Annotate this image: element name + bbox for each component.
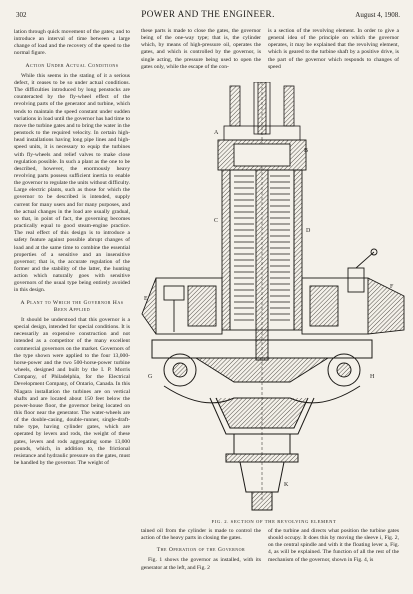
figure-caption: FIG. 2. SECTION OF THE REVOLVING ELEMENT xyxy=(211,519,337,524)
callout-label: K xyxy=(284,482,289,488)
section-heading: Action Under Actual Conditions xyxy=(25,62,119,69)
callout-label: A xyxy=(214,130,219,136)
paragraph: of the turbine and directs what position the turbine gates should occupy. It does this by moving the sleeve i, Fig. 2, on the central spindle and with it the floating lever a, Fig. 4, as will be explained. The function of all the rest of the mechanism of the governor, shown in Fig. 4, is xyxy=(268,528,399,563)
upper-housing xyxy=(218,140,309,360)
text-column-middle-bottom xyxy=(141,528,261,590)
paragraph: It should be understood that this governor is a special design, intended for special conditions. It is necessarily an expensive construction and not intended as a competitor of the many excellent commercial governors on the market. Governors of the type shown were applied to the four 13,000-horse-power and the two 500-horse-power turbine wheels, designed and built by the I. P. Morris Company, of Philadelphia, for the Electrical Development Company, of Ontario, Canada. In this Niagara installation the turbines are on vertical shafts and are located about 150 feet below the power-house floor, the governor being located on this floor near the generator. The water-wheels are of the double-casing, double-runner, single-draft-tube type, having cylinder gates, which are operated by levers and rods, the weight of these gates, levers and rods aggregating some 13,000 pounds, which, in addition to, the frictional resistance and hydraulic pressure on the gates, must be handled by the governor. The weight of xyxy=(14,316,130,467)
left-bell-crank xyxy=(142,278,222,334)
callout-label: B xyxy=(304,148,309,154)
section-drawing-figure xyxy=(134,82,410,516)
issue-date: August 4, 1908. xyxy=(355,11,400,19)
page-header xyxy=(16,9,400,21)
page-number: 302 xyxy=(16,11,27,19)
text-column-right-top xyxy=(268,28,399,76)
callout-label: G xyxy=(148,374,153,380)
paragraph: is a section of the revolving element. In order to give a general idea of the principle on which the governor operates, it may be explained that the revolving element, which is geared to the turbine shaft by a positive drive, is the part of the governor which responds to changes of speed xyxy=(268,28,399,70)
text-column-middle-top xyxy=(141,28,261,76)
callout-label: F xyxy=(390,284,394,290)
paragraph: lation through quick movement of the gates; and to introduce an interval of time between a large change of load and the recovery of the speed to the normal figure. xyxy=(14,29,130,57)
journal-title: POWER AND THE ENGINEER. xyxy=(141,9,275,19)
callout-label: H xyxy=(370,374,375,380)
text-column-left xyxy=(14,29,130,585)
paragraph: While this seems in the stating of it a serious defect, it ceases to be so under actual conditions. The difficulties introduced by long penstocks are counteracted by the fly-wheel effect of the revolving parts of the generator and turbine, which tends to maintain the speed constant under sudden variations in load until the governor has had time to move the turbine gates and to bring the water in the penstock to the required velocity. In certain high-head installations having long pipe lines and high-speed units, it is necessary to equip the turbines with fly-wheels and relief valves to make close regulation possible. In such a plant as the one to be described, however, the enormously heavy revolving parts possess sufficient inertia to enable the governor to regulate the units without difficulty. Large electric plants, such as those for which the governor to be described is intended, supply current for many users and for many purposes, and the actual changes in the load are usually gradual, so that, in point of fact, the governing becomes practically equal to good steam-engine practice. The real effect of this design is to introduce a safety feature against possible abrupt changes of load and at the same time to combine the essential properties of a sensitive and an insensitive governor; that is, the accurate regulation of the former and the stability of the latter, the hunting action which naturally goes with sensitive governors of the usual type being entirely avoided in this design. xyxy=(14,72,130,294)
right-bell-crank xyxy=(302,249,404,334)
paragraph: Fig. 1 shows the governor as installed, with its generator at the left, and Fig. 2 xyxy=(141,557,261,571)
section-heading: A Plant to Which the Governor Has Been Applied xyxy=(20,299,124,313)
callout-label: D xyxy=(306,228,311,234)
text-column-right-bottom xyxy=(268,528,399,590)
callout-label: E xyxy=(144,296,148,302)
callout-label: C xyxy=(214,218,219,224)
gear-housing xyxy=(210,398,314,510)
paragraph: tained oil from the cylinder is made to control the action of the heavy parts in closing the gates. xyxy=(141,528,261,542)
paragraph: these parts is made to close the gates, the governor being of the one-way type; that is, the cylinder which, by means of high-pressure oil, operates the gates, and which is controlled by the governor, is single acting, the pressure being used to open the gates only, while the escape of the con- xyxy=(141,28,261,70)
section-heading: The Operation of the Governor xyxy=(156,547,246,554)
